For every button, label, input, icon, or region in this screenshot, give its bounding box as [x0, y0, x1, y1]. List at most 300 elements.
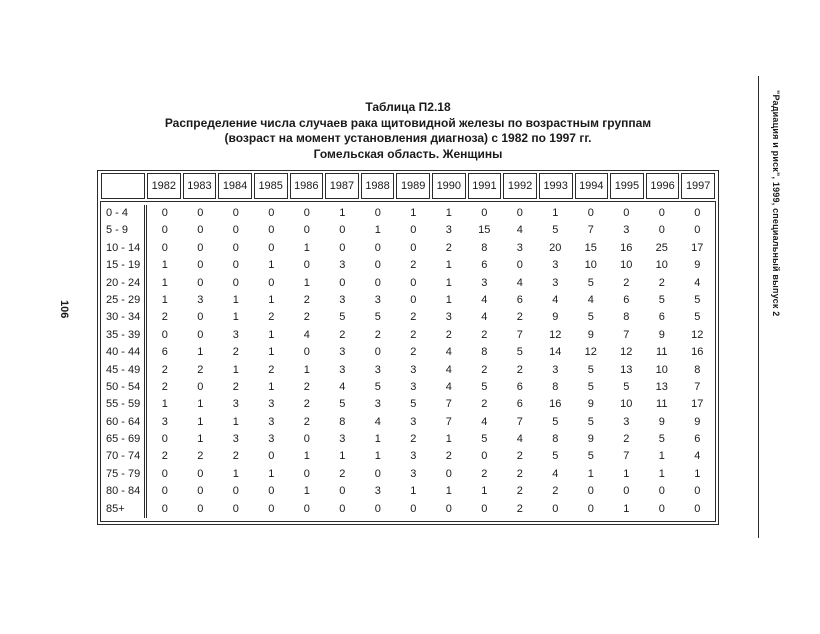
value-cell: 1 [339, 450, 346, 463]
value-cell: 1 [161, 259, 168, 272]
value-cell: 0 [339, 502, 346, 515]
value-cell: 0 [339, 276, 346, 289]
value-cell: 0 [197, 311, 204, 324]
value-cell: 1 [161, 398, 168, 411]
value-cell: 16 [691, 346, 704, 359]
value-cell: 4 [694, 276, 701, 289]
year-header-1997: 1997 [681, 173, 715, 199]
value-cell: 2 [481, 363, 488, 376]
value-cell: 5 [481, 380, 488, 393]
age-group-label: 25 - 29 [101, 292, 147, 309]
value-cell: 0 [232, 241, 239, 254]
value-cell: 6 [623, 293, 630, 306]
value-cell: 0 [197, 467, 204, 480]
value-cell: 0 [303, 207, 310, 219]
value-cell: 1 [303, 241, 310, 254]
year-header-1996: 1996 [646, 173, 680, 199]
value-cell: 1 [268, 328, 275, 341]
value-cell: 5 [552, 415, 559, 428]
value-cell: 2 [516, 363, 523, 376]
table-row [101, 466, 715, 483]
value-cell: 5 [552, 224, 559, 237]
value-cell: 16 [549, 398, 562, 411]
value-cell: 0 [268, 224, 275, 237]
value-cell: 11 [656, 398, 668, 411]
table-row [101, 396, 715, 413]
value-cell: 5 [694, 293, 701, 306]
value-cell: 4 [445, 346, 452, 359]
value-cell: 8 [623, 311, 630, 324]
value-cell: 0 [197, 207, 204, 219]
value-cell: 0 [658, 502, 665, 515]
value-cell: 4 [445, 363, 452, 376]
value-cell: 2 [516, 485, 523, 498]
value-cell: 4 [516, 276, 523, 289]
age-group-label: 55 - 59 [101, 396, 147, 413]
value-cell: 0 [197, 259, 204, 272]
value-cell: 5 [658, 433, 665, 446]
value-cell: 13 [620, 363, 633, 376]
value-cell: 0 [232, 224, 239, 237]
value-cell: 5 [587, 363, 594, 376]
value-cell: 7 [516, 328, 523, 341]
margin-rule [758, 76, 759, 538]
value-cell: 3 [481, 276, 488, 289]
table-caption-subtitle-line: (возраст на момент установления диагноза) с 1982 по 1997 гг. [224, 131, 592, 145]
value-cell: 0 [658, 207, 665, 219]
value-cell: 0 [161, 328, 168, 341]
value-cell: 2 [410, 328, 417, 341]
value-cell: 5 [410, 398, 417, 411]
age-group-label: 65 - 69 [101, 431, 147, 448]
table-row [101, 240, 715, 257]
value-cell: 1 [374, 224, 381, 237]
year-header-1982: 1982 [147, 173, 181, 199]
value-cell: 1 [658, 450, 665, 463]
value-cell: 2 [197, 450, 204, 463]
year-header-1987: 1987 [325, 173, 359, 199]
value-cell: 2 [232, 380, 239, 393]
value-cell: 9 [552, 311, 559, 324]
value-cell: 1 [445, 207, 452, 219]
value-cell: 5 [516, 346, 523, 359]
value-cell: 1 [445, 276, 452, 289]
value-cell: 2 [268, 311, 275, 324]
value-cell: 15 [478, 224, 491, 237]
value-cell: 2 [623, 433, 630, 446]
value-cell: 1 [587, 467, 594, 480]
value-cell: 0 [232, 207, 239, 219]
table-row [101, 257, 715, 274]
value-cell: 0 [161, 485, 168, 498]
value-cell: 0 [197, 502, 204, 515]
value-cell: 1 [374, 433, 381, 446]
value-cell: 12 [584, 346, 597, 359]
value-cell: 5 [374, 380, 381, 393]
value-cell: 6 [516, 380, 523, 393]
value-cell: 3 [339, 363, 346, 376]
age-group-label: 30 - 34 [101, 309, 147, 326]
value-cell: 13 [655, 380, 668, 393]
value-cell: 2 [410, 259, 417, 272]
value-cell: 3 [623, 415, 630, 428]
table-caption-number: Таблица П2.18 [365, 100, 451, 114]
value-cell: 2 [161, 311, 168, 324]
corner-cell [101, 173, 145, 199]
age-group-label: 75 - 79 [101, 466, 147, 483]
value-cell: 10 [620, 259, 633, 272]
value-cell: 8 [339, 415, 346, 428]
value-cell: 3 [552, 259, 559, 272]
table-row [101, 483, 715, 500]
value-cell: 2 [303, 293, 310, 306]
value-cell: 2 [339, 467, 346, 480]
year-header-1990: 1990 [432, 173, 466, 199]
table-caption-region-line: Гомельская область. Женщины [313, 146, 503, 161]
value-cell: 0 [374, 502, 381, 515]
value-cell: 9 [587, 433, 594, 446]
value-cell: 5 [587, 311, 594, 324]
value-cell: 2 [303, 311, 310, 324]
value-cell: 0 [410, 293, 417, 306]
value-cell: 1 [303, 276, 310, 289]
value-cell: 0 [197, 224, 204, 237]
table-row [101, 448, 715, 465]
value-cell: 0 [197, 241, 204, 254]
value-cell: 16 [620, 241, 633, 254]
value-cell: 2 [303, 398, 310, 411]
value-cell: 2 [410, 346, 417, 359]
value-cell: 1 [197, 433, 204, 446]
value-cell: 0 [374, 467, 381, 480]
value-cell: 5 [587, 450, 594, 463]
value-cell: 3 [232, 328, 239, 341]
value-cell: 0 [445, 467, 452, 480]
value-cell: 2 [410, 311, 417, 324]
value-cell: 0 [410, 224, 417, 237]
value-cell: 6 [694, 433, 701, 446]
value-cell: 0 [481, 207, 488, 219]
value-cell: 2 [481, 328, 488, 341]
value-cell: 0 [268, 207, 275, 219]
value-cell: 1 [339, 207, 346, 219]
data-table [97, 170, 719, 525]
age-group-label: 15 - 19 [101, 257, 147, 274]
value-cell: 3 [410, 380, 417, 393]
value-cell: 0 [623, 485, 630, 498]
table-row [101, 379, 715, 396]
value-cell: 0 [374, 241, 381, 254]
table-row [101, 362, 715, 379]
value-cell: 0 [303, 224, 310, 237]
value-cell: 3 [232, 398, 239, 411]
value-cell: 9 [587, 398, 594, 411]
age-group-label: 80 - 84 [101, 483, 147, 500]
value-cell: 1 [445, 259, 452, 272]
value-cell: 8 [694, 363, 701, 376]
value-cell: 2 [232, 450, 239, 463]
value-cell: 8 [552, 433, 559, 446]
value-cell: 2 [303, 380, 310, 393]
value-cell: 25 [655, 241, 668, 254]
value-cell: 0 [197, 328, 204, 341]
value-cell: 3 [445, 311, 452, 324]
value-cell: 0 [197, 485, 204, 498]
value-cell: 4 [374, 415, 381, 428]
value-cell: 0 [268, 502, 275, 515]
value-cell: 2 [481, 467, 488, 480]
value-cell: 1 [197, 415, 204, 428]
year-header-1988: 1988 [361, 173, 395, 199]
value-cell: 4 [516, 224, 523, 237]
year-header-1995: 1995 [610, 173, 644, 199]
value-cell: 7 [694, 380, 701, 393]
value-cell: 0 [232, 485, 239, 498]
value-cell: 0 [161, 241, 168, 254]
table-row [101, 501, 715, 518]
value-cell: 9 [658, 415, 665, 428]
value-cell: 0 [268, 485, 275, 498]
age-group-label: 10 - 14 [101, 240, 147, 257]
value-cell: 2 [658, 276, 665, 289]
value-cell: 4 [552, 467, 559, 480]
value-cell: 0 [268, 241, 275, 254]
value-cell: 3 [197, 293, 204, 306]
value-cell: 12 [620, 346, 633, 359]
value-cell: 9 [694, 259, 701, 272]
value-cell: 4 [516, 433, 523, 446]
value-cell: 2 [374, 328, 381, 341]
value-cell: 10 [584, 259, 597, 272]
value-cell: 2 [410, 433, 417, 446]
age-group-label: 40 - 44 [101, 344, 147, 361]
value-cell: 0 [303, 467, 310, 480]
year-header-1985: 1985 [254, 173, 288, 199]
year-header-1994: 1994 [575, 173, 609, 199]
table-row [101, 327, 715, 344]
value-cell: 0 [481, 502, 488, 515]
value-cell: 15 [584, 241, 597, 254]
value-cell: 6 [658, 311, 665, 324]
age-group-label: 20 - 24 [101, 275, 147, 292]
value-cell: 12 [549, 328, 562, 341]
value-cell: 0 [694, 224, 701, 237]
value-cell: 3 [410, 450, 417, 463]
value-cell: 8 [481, 241, 488, 254]
value-cell: 5 [587, 276, 594, 289]
journal-margin-note: "Радиация и риск", 1999, специальный выпуск 2 [771, 90, 781, 317]
value-cell: 7 [445, 415, 452, 428]
value-cell: 0 [374, 207, 381, 219]
value-cell: 3 [552, 276, 559, 289]
value-cell: 0 [410, 241, 417, 254]
value-cell: 0 [694, 485, 701, 498]
value-cell: 0 [303, 259, 310, 272]
value-cell: 2 [552, 485, 559, 498]
value-cell: 2 [197, 363, 204, 376]
value-cell: 0 [481, 450, 488, 463]
value-cell: 9 [694, 415, 701, 428]
value-cell: 0 [410, 276, 417, 289]
table-row [101, 414, 715, 431]
value-cell: 0 [658, 224, 665, 237]
value-cell: 9 [587, 328, 594, 341]
value-cell: 0 [410, 502, 417, 515]
value-cell: 5 [587, 380, 594, 393]
value-cell: 3 [268, 415, 275, 428]
value-cell: 10 [655, 259, 668, 272]
table-row [101, 275, 715, 292]
value-cell: 3 [623, 224, 630, 237]
year-header-1984: 1984 [218, 173, 252, 199]
value-cell: 1 [232, 415, 239, 428]
value-cell: 1 [410, 485, 417, 498]
value-cell: 9 [658, 328, 665, 341]
value-cell: 0 [303, 346, 310, 359]
value-cell: 0 [197, 276, 204, 289]
year-header-1989: 1989 [396, 173, 430, 199]
value-cell: 7 [587, 224, 594, 237]
value-cell: 6 [481, 259, 488, 272]
value-cell: 2 [339, 328, 346, 341]
value-cell: 0 [374, 276, 381, 289]
value-cell: 3 [410, 467, 417, 480]
value-cell: 0 [232, 259, 239, 272]
value-cell: 3 [374, 363, 381, 376]
value-cell: 0 [161, 502, 168, 515]
value-cell: 1 [445, 293, 452, 306]
year-header-1991: 1991 [468, 173, 502, 199]
value-cell: 2 [445, 328, 452, 341]
value-cell: 0 [516, 207, 523, 219]
value-cell: 1 [197, 398, 204, 411]
table-row [101, 344, 715, 361]
value-cell: 10 [620, 398, 633, 411]
value-cell: 2 [516, 502, 523, 515]
value-cell: 0 [374, 259, 381, 272]
value-cell: 3 [268, 433, 275, 446]
value-cell: 1 [303, 485, 310, 498]
value-cell: 0 [339, 241, 346, 254]
year-header-1992: 1992 [503, 173, 537, 199]
value-cell: 0 [587, 485, 594, 498]
page-number: 106 [58, 300, 70, 319]
year-header-1993: 1993 [539, 173, 573, 199]
value-cell: 3 [161, 415, 168, 428]
value-cell: 1 [623, 467, 630, 480]
value-cell: 3 [410, 415, 417, 428]
value-cell: 0 [587, 502, 594, 515]
value-cell: 6 [516, 398, 523, 411]
value-cell: 1 [694, 467, 701, 480]
value-cell: 0 [445, 502, 452, 515]
value-cell: 0 [339, 224, 346, 237]
value-cell: 1 [445, 433, 452, 446]
table-row [101, 222, 715, 239]
value-cell: 2 [161, 363, 168, 376]
value-cell: 7 [623, 328, 630, 341]
table-body [100, 201, 716, 522]
value-cell: 0 [268, 276, 275, 289]
value-cell: 0 [694, 502, 701, 515]
value-cell: 3 [374, 398, 381, 411]
value-cell: 0 [303, 433, 310, 446]
value-cell: 2 [445, 450, 452, 463]
value-cell: 4 [445, 380, 452, 393]
table-caption [97, 100, 719, 162]
value-cell: 7 [623, 450, 630, 463]
value-cell: 3 [374, 293, 381, 306]
value-cell: 6 [161, 346, 168, 359]
value-cell: 2 [161, 450, 168, 463]
value-cell: 3 [552, 363, 559, 376]
value-cell: 1 [161, 293, 168, 306]
value-cell: 2 [481, 398, 488, 411]
value-cell: 3 [339, 293, 346, 306]
value-cell: 3 [339, 433, 346, 446]
value-cell: 0 [197, 380, 204, 393]
value-cell: 4 [481, 293, 488, 306]
value-cell: 1 [303, 450, 310, 463]
value-cell: 1 [268, 293, 275, 306]
value-cell: 1 [232, 363, 239, 376]
value-cell: 0 [268, 450, 275, 463]
value-cell: 0 [161, 467, 168, 480]
value-cell: 4 [694, 450, 701, 463]
value-cell: 11 [656, 346, 668, 359]
value-cell: 1 [268, 346, 275, 359]
value-cell: 5 [623, 380, 630, 393]
value-cell: 7 [516, 415, 523, 428]
value-cell: 5 [374, 311, 381, 324]
value-cell: 0 [339, 485, 346, 498]
value-cell: 20 [549, 241, 562, 254]
value-cell: 1 [268, 467, 275, 480]
value-cell: 4 [481, 311, 488, 324]
value-cell: 3 [410, 363, 417, 376]
value-cell: 1 [410, 207, 417, 219]
value-cell: 5 [552, 450, 559, 463]
age-group-label: 85+ [101, 501, 147, 518]
value-cell: 5 [339, 311, 346, 324]
value-cell: 10 [655, 363, 668, 376]
table-header-row [100, 173, 716, 199]
value-cell: 0 [552, 502, 559, 515]
value-cell: 8 [481, 346, 488, 359]
value-cell: 1 [268, 380, 275, 393]
value-cell: 1 [232, 293, 239, 306]
value-cell: 3 [339, 346, 346, 359]
age-group-label: 70 - 74 [101, 448, 147, 465]
value-cell: 6 [516, 293, 523, 306]
age-group-label: 35 - 39 [101, 327, 147, 344]
value-cell: 0 [623, 207, 630, 219]
value-cell: 2 [232, 346, 239, 359]
value-cell: 4 [587, 293, 594, 306]
age-group-label: 60 - 64 [101, 414, 147, 431]
value-cell: 7 [445, 398, 452, 411]
value-cell: 1 [374, 450, 381, 463]
value-cell: 2 [516, 467, 523, 480]
value-cell: 0 [303, 502, 310, 515]
age-group-label: 5 - 9 [101, 222, 147, 239]
value-cell: 1 [445, 485, 452, 498]
value-cell: 8 [552, 380, 559, 393]
value-cell: 1 [481, 485, 488, 498]
value-cell: 0 [587, 207, 594, 219]
age-group-label: 45 - 49 [101, 362, 147, 379]
value-cell: 1 [232, 467, 239, 480]
